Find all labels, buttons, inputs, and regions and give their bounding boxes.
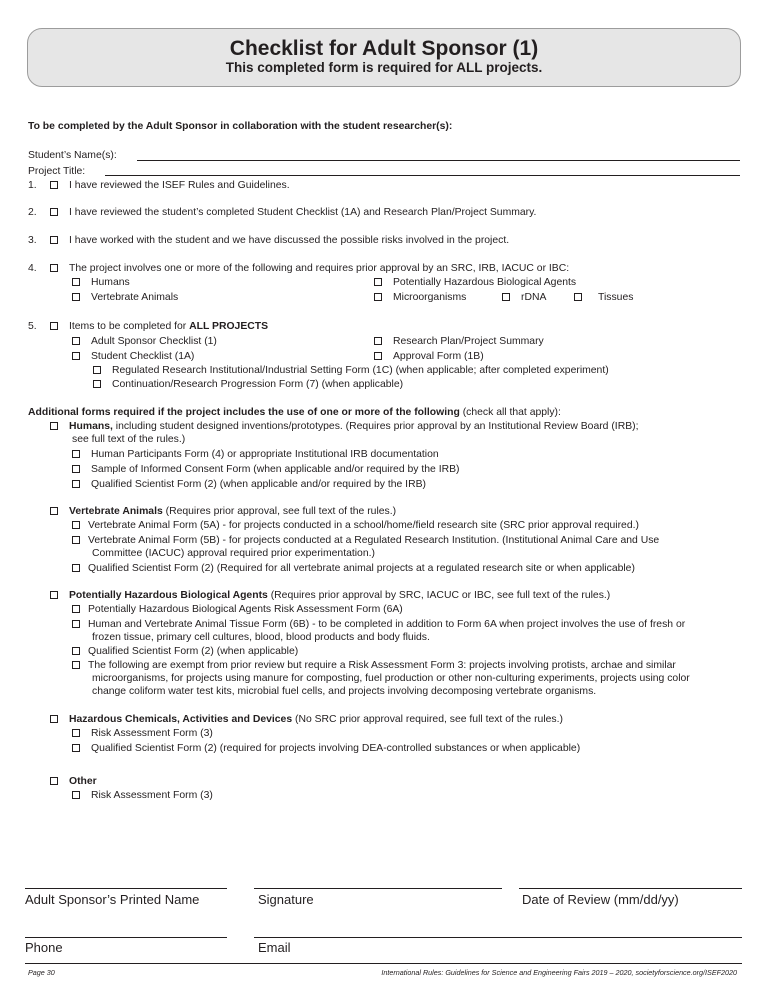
form-title: Checklist for Adult Sponsor (1) bbox=[229, 37, 539, 60]
checkbox[interactable] bbox=[72, 744, 80, 752]
item-1: I have reviewed the ISEF Rules and Guidelines. bbox=[50, 179, 290, 193]
checkbox[interactable] bbox=[574, 293, 582, 301]
printed-name-label: Adult Sponsor’s Printed Name bbox=[25, 892, 200, 907]
checkbox[interactable] bbox=[374, 352, 382, 360]
option-hazardous-risk: Risk Assessment Form (3) bbox=[72, 727, 213, 741]
checkbox[interactable] bbox=[50, 208, 58, 216]
footer-divider bbox=[25, 963, 742, 964]
checkbox[interactable] bbox=[72, 450, 80, 458]
section-phba: Potentially Hazardous Biological Agents (Requires prior approval by SRC, IACUC or IBC, see full text of the rules.) bbox=[50, 589, 610, 603]
checkbox[interactable] bbox=[72, 729, 80, 737]
item-number: 5. bbox=[28, 321, 37, 332]
option-continuation: Continuation/Research Progression Form (7) (when applicable) bbox=[93, 378, 403, 392]
option-qualified-scientist: Qualified Scientist Form (2) (when applicable and/or required by the IRB) bbox=[72, 478, 426, 492]
intro-text: To be completed by the Adult Sponsor in collaboration with the student researcher(s): bbox=[28, 121, 453, 132]
checkbox[interactable] bbox=[374, 337, 382, 345]
checkbox[interactable] bbox=[72, 480, 80, 488]
item-number: 3. bbox=[28, 235, 37, 246]
checkbox[interactable] bbox=[72, 647, 80, 655]
option-microorganisms: Microorganisms bbox=[374, 291, 466, 305]
signature-line[interactable] bbox=[254, 888, 502, 889]
option-phba: Potentially Hazardous Biological Agents bbox=[374, 276, 576, 290]
project-title-field[interactable] bbox=[105, 175, 740, 176]
checkbox[interactable] bbox=[72, 278, 80, 286]
checkbox[interactable] bbox=[72, 337, 80, 345]
checkbox[interactable] bbox=[50, 181, 58, 189]
option-other-risk: Risk Assessment Form (3) bbox=[72, 789, 213, 803]
checkbox[interactable] bbox=[72, 293, 80, 301]
option-vertebrate-qualified: Qualified Scientist Form (2) (Required for all vertebrate animal projects at a regulated research site or when applicable) bbox=[72, 562, 635, 576]
section-vertebrate: Vertebrate Animals (Requires prior approval, see full text of the rules.) bbox=[50, 505, 396, 519]
date-label: Date of Review (mm/dd/yy) bbox=[522, 892, 679, 907]
checkbox[interactable] bbox=[50, 777, 58, 785]
student-names-label: Student’s Name(s): bbox=[28, 150, 117, 161]
checkbox[interactable] bbox=[50, 322, 58, 330]
checkbox[interactable] bbox=[50, 236, 58, 244]
page-number: Page 30 bbox=[28, 968, 55, 977]
item-3: I have worked with the student and we have discussed the possible risks involved in the project. bbox=[50, 234, 509, 248]
section-other: Other bbox=[50, 775, 97, 789]
checkbox[interactable] bbox=[50, 422, 58, 430]
item-2: I have reviewed the student’s completed Student Checklist (1A) and Research Plan/Project Summary. bbox=[50, 206, 536, 220]
section-humans: Humans, including student designed inventions/prototypes. (Requires prior approval by an Institutional Review Board (IRB); bbox=[50, 420, 638, 434]
option-vertebrate: Vertebrate Animals bbox=[72, 291, 178, 305]
item-number: 2. bbox=[28, 207, 37, 218]
option-hazardous-qualified: Qualified Scientist Form (2) (required for projects involving DEA-controlled substances or when applicable) bbox=[72, 742, 580, 756]
option-humans: Humans bbox=[72, 276, 130, 290]
option-vertebrate-5b-cont: Committee (IACUC) approval required prior experimentation.) bbox=[92, 548, 375, 559]
student-names-field[interactable] bbox=[137, 160, 740, 161]
checkbox[interactable] bbox=[72, 791, 80, 799]
option-phba-6a: Potentially Hazardous Biological Agents Risk Assessment Form (6A) bbox=[72, 603, 403, 617]
checkbox[interactable] bbox=[72, 536, 80, 544]
option-vertebrate-5b: Vertebrate Animal Form (5B) - for projects conducted at a Regulated Research Institution. (Institutional Animal Care and Use bbox=[72, 534, 659, 548]
section-humans-desc: see full text of the rules.) bbox=[72, 434, 186, 445]
form-subtitle: This completed form is required for ALL projects. bbox=[225, 60, 543, 76]
section-hazardous: Hazardous Chemicals, Activities and Devices (No SRC prior approval required, see full text of the rules.) bbox=[50, 713, 563, 727]
checkbox[interactable] bbox=[72, 605, 80, 613]
additional-forms-heading: Additional forms required if the project includes the use of one or more of the following (check all that apply): bbox=[28, 407, 561, 418]
item-number: 4. bbox=[28, 263, 37, 274]
item-4: The project involves one or more of the following and requires prior approval by an SRC, IRB, IACUC or IBC: bbox=[50, 262, 569, 276]
item-5: Items to be completed for ALL PROJECTS bbox=[50, 320, 268, 334]
checkbox[interactable] bbox=[72, 352, 80, 360]
footer-source: International Rules: Guidelines for Science and Engineering Fairs 2019 – 2020, societyforscience.org/ISEF2020 bbox=[381, 968, 737, 977]
project-title-label: Project Title: bbox=[28, 166, 86, 177]
option-adult-sponsor-checklist: Adult Sponsor Checklist (1) bbox=[72, 335, 217, 349]
header-box bbox=[27, 28, 741, 87]
checkbox[interactable] bbox=[50, 591, 58, 599]
checkbox[interactable] bbox=[72, 465, 80, 473]
checkbox[interactable] bbox=[93, 366, 101, 374]
option-phba-exempt-cont: change coliform water test kits, microbial fuel cells, and projects involving decomposing vertebrate organisms. bbox=[92, 686, 597, 697]
option-informed-consent: Sample of Informed Consent Form (when applicable and/or required by the IRB) bbox=[72, 463, 459, 477]
signature-label: Signature bbox=[258, 892, 314, 907]
email-line[interactable] bbox=[254, 937, 742, 938]
option-regulated-research: Regulated Research Institutional/Industrial Setting Form (1C) (when applicable; after completed experiment) bbox=[93, 364, 609, 378]
option-phba-qualified: Qualified Scientist Form (2) (when applicable) bbox=[72, 645, 298, 659]
checkbox[interactable] bbox=[374, 278, 382, 286]
option-tissues: Tissues bbox=[574, 291, 633, 305]
phone-label: Phone bbox=[25, 940, 63, 955]
phone-line[interactable] bbox=[25, 937, 227, 938]
checkbox[interactable] bbox=[72, 661, 80, 669]
printed-name-line[interactable] bbox=[25, 888, 227, 889]
item-number: 1. bbox=[28, 180, 37, 191]
checkbox[interactable] bbox=[502, 293, 510, 301]
option-approval-form: Approval Form (1B) bbox=[374, 350, 484, 364]
checkbox[interactable] bbox=[374, 293, 382, 301]
date-line[interactable] bbox=[519, 888, 742, 889]
checkbox[interactable] bbox=[50, 715, 58, 723]
option-phba-6b: Human and Vertebrate Animal Tissue Form (6B) - to be completed in addition to Form 6A when project involves the use of fresh or bbox=[72, 618, 685, 632]
option-student-checklist: Student Checklist (1A) bbox=[72, 350, 194, 364]
option-research-plan: Research Plan/Project Summary bbox=[374, 335, 544, 349]
checkbox[interactable] bbox=[50, 264, 58, 272]
option-rdna: rDNA bbox=[502, 291, 546, 305]
checkbox[interactable] bbox=[50, 507, 58, 515]
option-phba-exempt-cont: microorganisms, for projects using manure for composting, fuel production or other non-culturing experiments, projects using color bbox=[92, 673, 690, 684]
option-phba-6b-cont: frozen tissue, primary cell cultures, blood, blood products and body fluids. bbox=[92, 632, 430, 643]
option-vertebrate-5a: Vertebrate Animal Form (5A) - for projects conducted in a school/home/field research site (SRC prior approval required.) bbox=[72, 519, 639, 533]
checkbox[interactable] bbox=[72, 620, 80, 628]
checkbox[interactable] bbox=[93, 380, 101, 388]
checkbox[interactable] bbox=[72, 564, 80, 572]
option-human-participants: Human Participants Form (4) or appropriate Institutional IRB documentation bbox=[72, 448, 439, 462]
checkbox[interactable] bbox=[72, 521, 80, 529]
email-label: Email bbox=[258, 940, 291, 955]
option-phba-exempt: The following are exempt from prior review but require a Risk Assessment Form 3: projects involving protists, archae and similar bbox=[72, 659, 676, 673]
